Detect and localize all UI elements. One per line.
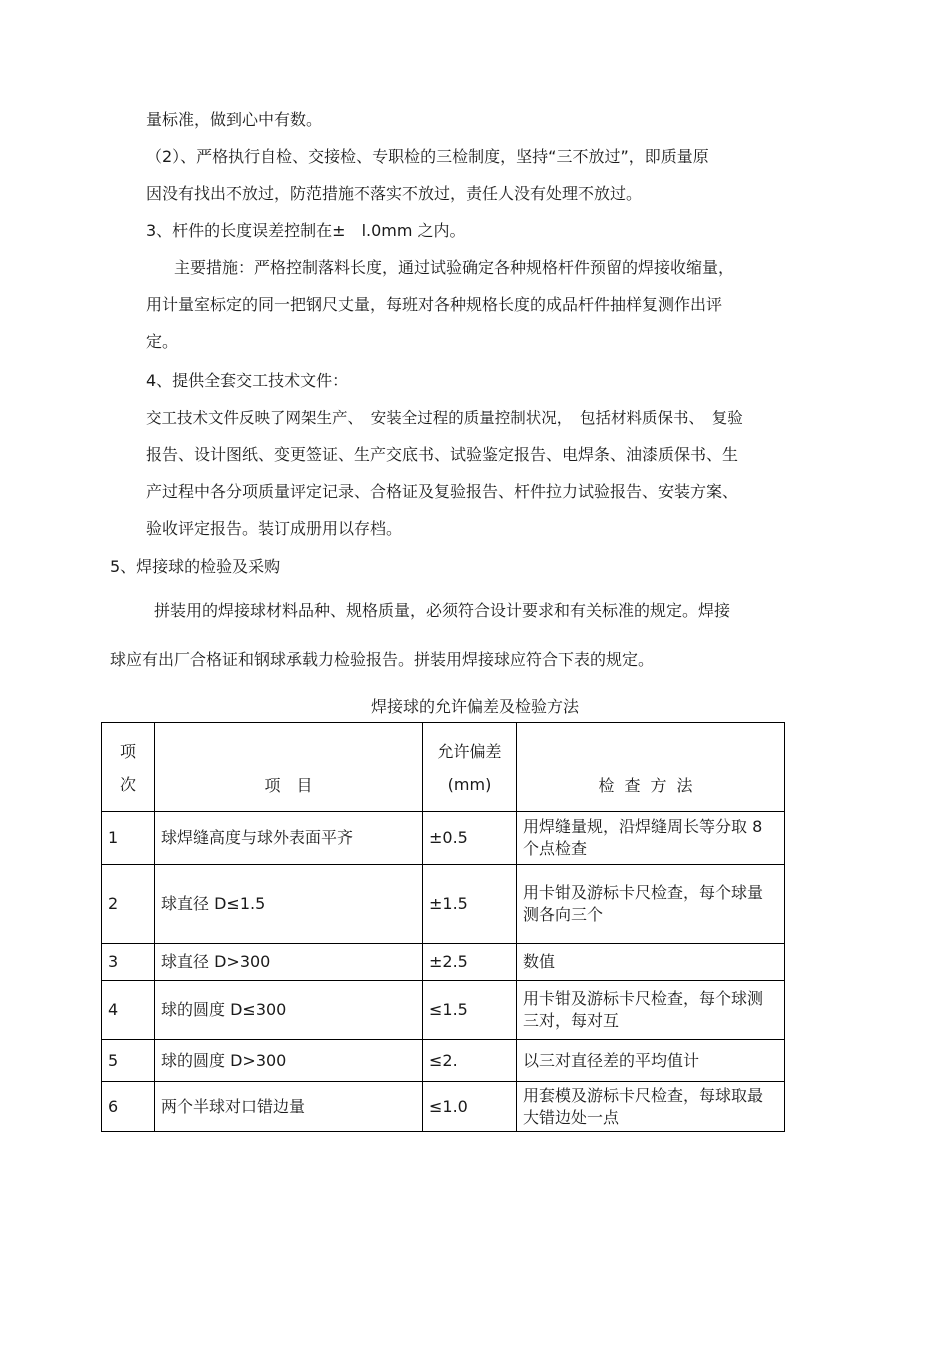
paragraph-line: 4、提供全套交工技术文件：: [146, 371, 349, 390]
table-row: [102, 812, 785, 865]
row-method: 用套模及游标卡尺检查，每球取最大错边处一点: [517, 1082, 785, 1132]
row-method: 用焊缝量规，沿焊缝周长等分取 8 个点检查: [517, 812, 785, 865]
row-no: 5: [102, 1040, 155, 1082]
paragraph-line: 3、杆件的长度误差控制在± l.0mm 之内。: [146, 221, 466, 240]
section-heading: 5、焊接球的检验及采购: [110, 557, 281, 576]
row-no: 4: [102, 981, 155, 1040]
table-header-row: [102, 723, 785, 812]
paragraph-line: 主要措施：严格控制落料长度，通过试验确定各种规格杆件预留的焊接收缩量，: [174, 258, 735, 277]
paragraph-line: 定。: [146, 332, 179, 351]
row-tolerance: ≤1.5: [423, 981, 517, 1040]
row-item: 球的圆度 D>300: [155, 1040, 423, 1082]
row-no: 6: [102, 1082, 155, 1132]
paragraph-line: 产过程中各分项质量评定记录、合格证及复验报告、杆件拉力试验报告、安装方案、: [146, 482, 739, 501]
table-caption: 焊接球的允许偏差及检验方法: [370, 697, 579, 716]
row-no: 2: [102, 865, 155, 944]
row-tolerance: ±0.5: [423, 812, 517, 865]
table-row: [102, 1082, 785, 1132]
paragraph-line: 球应有出厂合格证和钢球承载力检验报告。拼装用焊接球应符合下表的规定。: [110, 650, 655, 669]
tolerance-table: [101, 722, 785, 1132]
table-row: [102, 981, 785, 1040]
row-tolerance: ±1.5: [423, 865, 517, 944]
row-no: 1: [102, 812, 155, 865]
row-method: 用卡钳及游标卡尺检查，每个球量测各向三个: [517, 865, 785, 944]
row-item: 两个半球对口错边量: [155, 1082, 423, 1132]
row-method: 用卡钳及游标卡尺检查，每个球测三对，每对互: [517, 981, 785, 1040]
row-item: 球的圆度 D≤300: [155, 981, 423, 1040]
table-row: [102, 865, 785, 944]
header-tolerance-line2: (mm): [447, 774, 492, 794]
row-tolerance: ≤2.: [423, 1040, 517, 1082]
row-method: 以三对直径差的平均值计: [517, 1040, 785, 1082]
row-method: 数值: [517, 944, 785, 981]
row-tolerance: ≤1.0: [423, 1082, 517, 1132]
header-tolerance: [423, 723, 517, 812]
header-item-label: 项 目: [264, 776, 313, 795]
paragraph-line: 交工技术文件反映了网架生产、 安装全过程的质量控制状况， 包括材料质保书、 复验: [146, 409, 743, 427]
paragraph-line: 验收评定报告。装订成册用以存档。: [146, 519, 403, 538]
paragraph-line: 量标准，做到心中有数。: [146, 110, 323, 129]
paragraph-line: 因没有找出不放过，防范措施不落实不放过，责任人没有处理不放过。: [146, 184, 643, 203]
row-tolerance: ±2.5: [423, 944, 517, 981]
paragraph-line: 报告、设计图纸、变更签证、生产交底书、试验鉴定报告、电焊条、油漆质保书、生: [146, 445, 739, 464]
row-item: 球直径 D≤1.5: [155, 865, 423, 944]
row-item: 球焊缝高度与球外表面平齐: [155, 812, 423, 865]
header-no: [102, 723, 155, 812]
header-method: [517, 723, 785, 812]
header-no-line1: 项: [119, 741, 136, 761]
table-row: [102, 944, 785, 981]
header-no-line2: 次: [119, 774, 136, 794]
header-tolerance-line1: 允许偏差: [437, 741, 502, 761]
paragraph-line: （2）、严格执行自检、交接检、专职检的三检制度，坚持“三不放过”，即质量原: [146, 147, 709, 166]
row-item: 球直径 D>300: [155, 944, 423, 981]
header-item: [155, 723, 423, 812]
row-no: 3: [102, 944, 155, 981]
header-method-label: 检查方法: [598, 776, 703, 795]
paragraph-line: 用计量室标定的同一把钢尺丈量，每班对各种规格长度的成品杆件抽样复测作出评: [146, 295, 723, 314]
table-row: [102, 1040, 785, 1082]
paragraph-line: 拼装用的焊接球材料品种、规格质量，必须符合设计要求和有关标准的规定。焊接: [154, 601, 731, 620]
